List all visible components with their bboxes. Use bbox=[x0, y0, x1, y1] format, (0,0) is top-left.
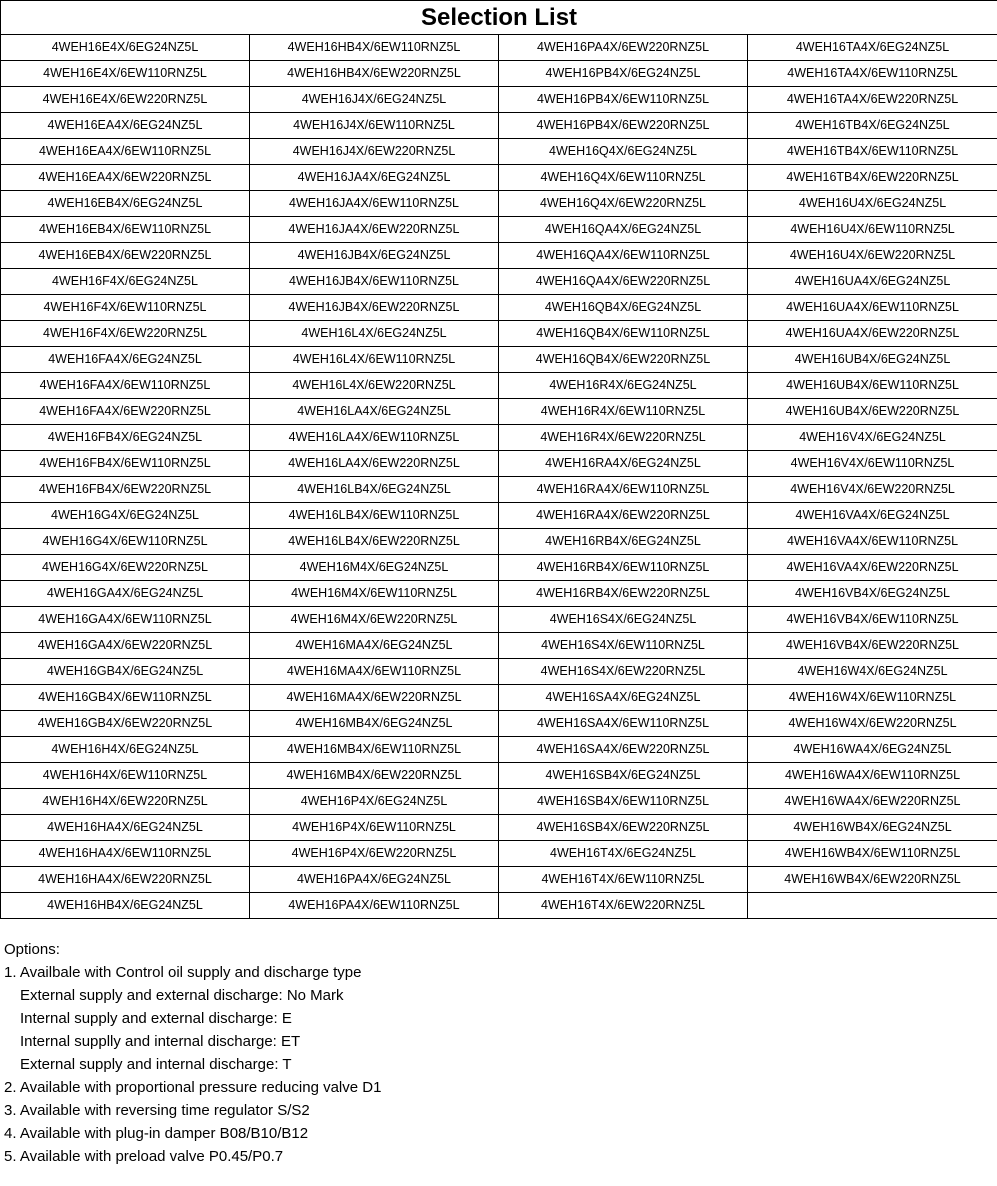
model-cell: 4WEH16UB4X/6EG24NZ5L bbox=[748, 347, 997, 373]
option-1-sub-2: Internal supply and external discharge: E bbox=[20, 1010, 292, 1027]
model-cell: 4WEH16FA4X/6EW110RNZ5L bbox=[1, 373, 250, 399]
model-cell: 4WEH16VA4X/6EW110RNZ5L bbox=[748, 529, 997, 555]
table-row bbox=[1, 815, 997, 841]
option-1-sub-4: External supply and internal discharge: T bbox=[20, 1056, 292, 1073]
model-cell: 4WEH16EB4X/6EW220RNZ5L bbox=[1, 243, 250, 269]
table-row bbox=[1, 581, 997, 607]
model-cell: 4WEH16VA4X/6EG24NZ5L bbox=[748, 503, 997, 529]
model-cell: 4WEH16V4X/6EW220RNZ5L bbox=[748, 477, 997, 503]
table-row bbox=[1, 607, 997, 633]
model-cell: 4WEH16HB4X/6EG24NZ5L bbox=[1, 893, 250, 919]
model-cell: 4WEH16W4X/6EW220RNZ5L bbox=[748, 711, 997, 737]
table-row bbox=[1, 659, 997, 685]
model-cell: 4WEH16U4X/6EG24NZ5L bbox=[748, 191, 997, 217]
model-cell: 4WEH16Q4X/6EW220RNZ5L bbox=[499, 191, 748, 217]
model-cell: 4WEH16S4X/6EG24NZ5L bbox=[499, 607, 748, 633]
model-cell: 4WEH16MA4X/6EG24NZ5L bbox=[250, 633, 499, 659]
model-cell: 4WEH16PA4X/6EW110RNZ5L bbox=[250, 893, 499, 919]
table-row bbox=[1, 451, 997, 477]
table-row bbox=[1, 269, 997, 295]
model-cell: 4WEH16TA4X/6EW220RNZ5L bbox=[748, 87, 997, 113]
model-cell: 4WEH16EB4X/6EW110RNZ5L bbox=[1, 217, 250, 243]
table-row bbox=[1, 165, 997, 191]
model-cell: 4WEH16GA4X/6EW220RNZ5L bbox=[1, 633, 250, 659]
model-cell: 4WEH16MB4X/6EW110RNZ5L bbox=[250, 737, 499, 763]
model-cell: 4WEH16QB4X/6EG24NZ5L bbox=[499, 295, 748, 321]
model-cell: 4WEH16SA4X/6EW110RNZ5L bbox=[499, 711, 748, 737]
model-cell: 4WEH16TB4X/6EW220RNZ5L bbox=[748, 165, 997, 191]
model-cell: 4WEH16LA4X/6EW110RNZ5L bbox=[250, 425, 499, 451]
model-cell: 4WEH16EA4X/6EW220RNZ5L bbox=[1, 165, 250, 191]
options-heading: Options: bbox=[4, 941, 60, 958]
model-cell: 4WEH16GB4X/6EG24NZ5L bbox=[1, 659, 250, 685]
model-cell: 4WEH16EB4X/6EG24NZ5L bbox=[1, 191, 250, 217]
model-cell: 4WEH16GB4X/6EW220RNZ5L bbox=[1, 711, 250, 737]
model-cell: 4WEH16HA4X/6EW110RNZ5L bbox=[1, 841, 250, 867]
model-cell: 4WEH16MA4X/6EW110RNZ5L bbox=[250, 659, 499, 685]
model-cell: 4WEH16GA4X/6EW110RNZ5L bbox=[1, 607, 250, 633]
model-cell: 4WEH16HB4X/6EW110RNZ5L bbox=[250, 35, 499, 61]
table-row bbox=[1, 217, 997, 243]
model-cell: 4WEH16QA4X/6EW220RNZ5L bbox=[499, 269, 748, 295]
model-cell: 4WEH16RA4X/6EG24NZ5L bbox=[499, 451, 748, 477]
table-row bbox=[1, 191, 997, 217]
model-cell: 4WEH16LB4X/6EG24NZ5L bbox=[250, 477, 499, 503]
model-cell: 4WEH16PA4X/6EW220RNZ5L bbox=[499, 35, 748, 61]
model-cell: 4WEH16LA4X/6EW220RNZ5L bbox=[250, 451, 499, 477]
model-cell: 4WEH16HB4X/6EW220RNZ5L bbox=[250, 61, 499, 87]
table-body bbox=[1, 35, 997, 919]
model-cell: 4WEH16EA4X/6EG24NZ5L bbox=[1, 113, 250, 139]
model-cell: 4WEH16GB4X/6EW110RNZ5L bbox=[1, 685, 250, 711]
model-cell: 4WEH16SB4X/6EW220RNZ5L bbox=[499, 815, 748, 841]
option-item-2: 2. Available with proportional pressure reducing valve D1 bbox=[4, 1079, 382, 1096]
model-cell: 4WEH16PB4X/6EW110RNZ5L bbox=[499, 87, 748, 113]
model-cell: 4WEH16WB4X/6EG24NZ5L bbox=[748, 815, 997, 841]
model-cell: 4WEH16VB4X/6EW220RNZ5L bbox=[748, 633, 997, 659]
model-cell: 4WEH16WA4X/6EW110RNZ5L bbox=[748, 763, 997, 789]
table-row bbox=[1, 737, 997, 763]
model-cell: 4WEH16U4X/6EW220RNZ5L bbox=[748, 243, 997, 269]
model-cell: 4WEH16UB4X/6EW220RNZ5L bbox=[748, 399, 997, 425]
model-cell: 4WEH16QB4X/6EW110RNZ5L bbox=[499, 321, 748, 347]
table-row bbox=[1, 477, 997, 503]
model-cell: 4WEH16R4X/6EG24NZ5L bbox=[499, 373, 748, 399]
model-cell: 4WEH16FB4X/6EG24NZ5L bbox=[1, 425, 250, 451]
model-cell: 4WEH16JA4X/6EG24NZ5L bbox=[250, 165, 499, 191]
table-row bbox=[1, 61, 997, 87]
model-cell: 4WEH16G4X/6EW220RNZ5L bbox=[1, 555, 250, 581]
model-cell: 4WEH16UA4X/6EW220RNZ5L bbox=[748, 321, 997, 347]
model-cell: 4WEH16WA4X/6EW220RNZ5L bbox=[748, 789, 997, 815]
option-1-sub-1: External supply and external discharge: No Mark bbox=[20, 987, 344, 1004]
table-row bbox=[1, 373, 997, 399]
model-cell: 4WEH16JA4X/6EW220RNZ5L bbox=[250, 217, 499, 243]
model-cell: 4WEH16PB4X/6EG24NZ5L bbox=[499, 61, 748, 87]
model-cell: 4WEH16E4X/6EW110RNZ5L bbox=[1, 61, 250, 87]
table-row bbox=[1, 789, 997, 815]
model-cell: 4WEH16R4X/6EW220RNZ5L bbox=[499, 425, 748, 451]
model-cell: 4WEH16T4X/6EW220RNZ5L bbox=[499, 893, 748, 919]
model-cell: 4WEH16TB4X/6EG24NZ5L bbox=[748, 113, 997, 139]
model-cell: 4WEH16P4X/6EW220RNZ5L bbox=[250, 841, 499, 867]
model-cell: 4WEH16TA4X/6EW110RNZ5L bbox=[748, 61, 997, 87]
table-row bbox=[1, 425, 997, 451]
model-cell: 4WEH16FA4X/6EW220RNZ5L bbox=[1, 399, 250, 425]
model-cell: 4WEH16UB4X/6EW110RNZ5L bbox=[748, 373, 997, 399]
table-row bbox=[1, 841, 997, 867]
model-cell: 4WEH16T4X/6EG24NZ5L bbox=[499, 841, 748, 867]
model-cell: 4WEH16MA4X/6EW220RNZ5L bbox=[250, 685, 499, 711]
model-cell: 4WEH16QA4X/6EG24NZ5L bbox=[499, 217, 748, 243]
table-row bbox=[1, 529, 997, 555]
table-row bbox=[1, 295, 997, 321]
table-row bbox=[1, 139, 997, 165]
title-row bbox=[1, 1, 997, 35]
model-cell: 4WEH16FB4X/6EW220RNZ5L bbox=[1, 477, 250, 503]
table-row bbox=[1, 87, 997, 113]
model-cell: 4WEH16MB4X/6EG24NZ5L bbox=[250, 711, 499, 737]
table-row bbox=[1, 555, 997, 581]
model-cell: 4WEH16SB4X/6EW110RNZ5L bbox=[499, 789, 748, 815]
model-cell: 4WEH16EA4X/6EW110RNZ5L bbox=[1, 139, 250, 165]
model-cell: 4WEH16J4X/6EW220RNZ5L bbox=[250, 139, 499, 165]
model-cell: 4WEH16F4X/6EW110RNZ5L bbox=[1, 295, 250, 321]
model-cell: 4WEH16TB4X/6EW110RNZ5L bbox=[748, 139, 997, 165]
model-cell: 4WEH16H4X/6EW220RNZ5L bbox=[1, 789, 250, 815]
model-cell: 4WEH16SA4X/6EW220RNZ5L bbox=[499, 737, 748, 763]
model-cell: 4WEH16U4X/6EW110RNZ5L bbox=[748, 217, 997, 243]
table-row bbox=[1, 763, 997, 789]
model-cell: 4WEH16VB4X/6EG24NZ5L bbox=[748, 581, 997, 607]
model-cell: 4WEH16JA4X/6EW110RNZ5L bbox=[250, 191, 499, 217]
model-cell: 4WEH16QB4X/6EW220RNZ5L bbox=[499, 347, 748, 373]
model-cell: 4WEH16LB4X/6EW110RNZ5L bbox=[250, 503, 499, 529]
model-cell: 4WEH16RB4X/6EG24NZ5L bbox=[499, 529, 748, 555]
model-cell bbox=[748, 893, 997, 919]
model-cell: 4WEH16RA4X/6EW220RNZ5L bbox=[499, 503, 748, 529]
model-cell: 4WEH16S4X/6EW110RNZ5L bbox=[499, 633, 748, 659]
options-section bbox=[4, 938, 984, 1168]
model-cell: 4WEH16L4X/6EG24NZ5L bbox=[250, 321, 499, 347]
model-cell: 4WEH16HA4X/6EG24NZ5L bbox=[1, 815, 250, 841]
model-cell: 4WEH16JB4X/6EW220RNZ5L bbox=[250, 295, 499, 321]
model-cell: 4WEH16VB4X/6EW110RNZ5L bbox=[748, 607, 997, 633]
model-cell: 4WEH16UA4X/6EW110RNZ5L bbox=[748, 295, 997, 321]
model-cell: 4WEH16HA4X/6EW220RNZ5L bbox=[1, 867, 250, 893]
table-row bbox=[1, 685, 997, 711]
model-cell: 4WEH16J4X/6EW110RNZ5L bbox=[250, 113, 499, 139]
model-cell: 4WEH16GA4X/6EG24NZ5L bbox=[1, 581, 250, 607]
model-cell: 4WEH16G4X/6EG24NZ5L bbox=[1, 503, 250, 529]
model-cell: 4WEH16P4X/6EG24NZ5L bbox=[250, 789, 499, 815]
model-cell: 4WEH16L4X/6EW110RNZ5L bbox=[250, 347, 499, 373]
table-row bbox=[1, 399, 997, 425]
model-cell: 4WEH16H4X/6EG24NZ5L bbox=[1, 737, 250, 763]
model-cell: 4WEH16MB4X/6EW220RNZ5L bbox=[250, 763, 499, 789]
model-cell: 4WEH16RB4X/6EW220RNZ5L bbox=[499, 581, 748, 607]
model-cell: 4WEH16S4X/6EW220RNZ5L bbox=[499, 659, 748, 685]
model-cell: 4WEH16J4X/6EG24NZ5L bbox=[250, 87, 499, 113]
model-cell: 4WEH16M4X/6EW110RNZ5L bbox=[250, 581, 499, 607]
model-cell: 4WEH16P4X/6EW110RNZ5L bbox=[250, 815, 499, 841]
table-row bbox=[1, 35, 997, 61]
model-cell: 4WEH16R4X/6EW110RNZ5L bbox=[499, 399, 748, 425]
model-cell: 4WEH16FA4X/6EG24NZ5L bbox=[1, 347, 250, 373]
model-cell: 4WEH16RB4X/6EW110RNZ5L bbox=[499, 555, 748, 581]
model-cell: 4WEH16WB4X/6EW110RNZ5L bbox=[748, 841, 997, 867]
table-row bbox=[1, 633, 997, 659]
model-cell: 4WEH16E4X/6EG24NZ5L bbox=[1, 35, 250, 61]
model-cell: 4WEH16V4X/6EW110RNZ5L bbox=[748, 451, 997, 477]
model-cell: 4WEH16JB4X/6EG24NZ5L bbox=[250, 243, 499, 269]
option-item-4: 4. Available with plug-in damper B08/B10/B12 bbox=[4, 1125, 309, 1142]
table-row bbox=[1, 711, 997, 737]
model-cell: 4WEH16WA4X/6EG24NZ5L bbox=[748, 737, 997, 763]
option-1-sub-3: Internal supplly and internal discharge: ET bbox=[20, 1033, 301, 1050]
option-item-3: 3. Available with reversing time regulator S/S2 bbox=[4, 1102, 310, 1119]
model-cell: 4WEH16F4X/6EW220RNZ5L bbox=[1, 321, 250, 347]
model-cell: 4WEH16WB4X/6EW220RNZ5L bbox=[748, 867, 997, 893]
model-cell: 4WEH16T4X/6EW110RNZ5L bbox=[499, 867, 748, 893]
model-cell: 4WEH16Q4X/6EW110RNZ5L bbox=[499, 165, 748, 191]
table-row bbox=[1, 321, 997, 347]
model-cell: 4WEH16M4X/6EW220RNZ5L bbox=[250, 607, 499, 633]
model-cell: 4WEH16W4X/6EW110RNZ5L bbox=[748, 685, 997, 711]
model-cell: 4WEH16Q4X/6EG24NZ5L bbox=[499, 139, 748, 165]
table-row bbox=[1, 113, 997, 139]
model-cell: 4WEH16M4X/6EG24NZ5L bbox=[250, 555, 499, 581]
model-cell: 4WEH16H4X/6EW110RNZ5L bbox=[1, 763, 250, 789]
model-cell: 4WEH16PB4X/6EW220RNZ5L bbox=[499, 113, 748, 139]
model-cell: 4WEH16JB4X/6EW110RNZ5L bbox=[250, 269, 499, 295]
model-cell: 4WEH16F4X/6EG24NZ5L bbox=[1, 269, 250, 295]
model-cell: 4WEH16L4X/6EW220RNZ5L bbox=[250, 373, 499, 399]
table-row bbox=[1, 503, 997, 529]
table-title: Selection List bbox=[1, 1, 997, 35]
model-cell: 4WEH16LA4X/6EG24NZ5L bbox=[250, 399, 499, 425]
model-cell: 4WEH16VA4X/6EW220RNZ5L bbox=[748, 555, 997, 581]
model-cell: 4WEH16PA4X/6EG24NZ5L bbox=[250, 867, 499, 893]
table-row bbox=[1, 347, 997, 373]
model-cell: 4WEH16RA4X/6EW110RNZ5L bbox=[499, 477, 748, 503]
model-cell: 4WEH16UA4X/6EG24NZ5L bbox=[748, 269, 997, 295]
model-cell: 4WEH16SA4X/6EG24NZ5L bbox=[499, 685, 748, 711]
model-cell: 4WEH16G4X/6EW110RNZ5L bbox=[1, 529, 250, 555]
table-row bbox=[1, 243, 997, 269]
model-cell: 4WEH16SB4X/6EG24NZ5L bbox=[499, 763, 748, 789]
option-item-1: 1. Availbale with Control oil supply and discharge type bbox=[4, 964, 362, 981]
model-cell: 4WEH16QA4X/6EW110RNZ5L bbox=[499, 243, 748, 269]
table-row bbox=[1, 867, 997, 893]
model-cell: 4WEH16V4X/6EG24NZ5L bbox=[748, 425, 997, 451]
model-cell: 4WEH16FB4X/6EW110RNZ5L bbox=[1, 451, 250, 477]
model-cell: 4WEH16LB4X/6EW220RNZ5L bbox=[250, 529, 499, 555]
option-item-5: 5. Available with preload valve P0.45/P0.7 bbox=[4, 1148, 284, 1165]
model-cell: 4WEH16W4X/6EG24NZ5L bbox=[748, 659, 997, 685]
model-cell: 4WEH16TA4X/6EG24NZ5L bbox=[748, 35, 997, 61]
model-cell: 4WEH16E4X/6EW220RNZ5L bbox=[1, 87, 250, 113]
table-row bbox=[1, 893, 997, 919]
